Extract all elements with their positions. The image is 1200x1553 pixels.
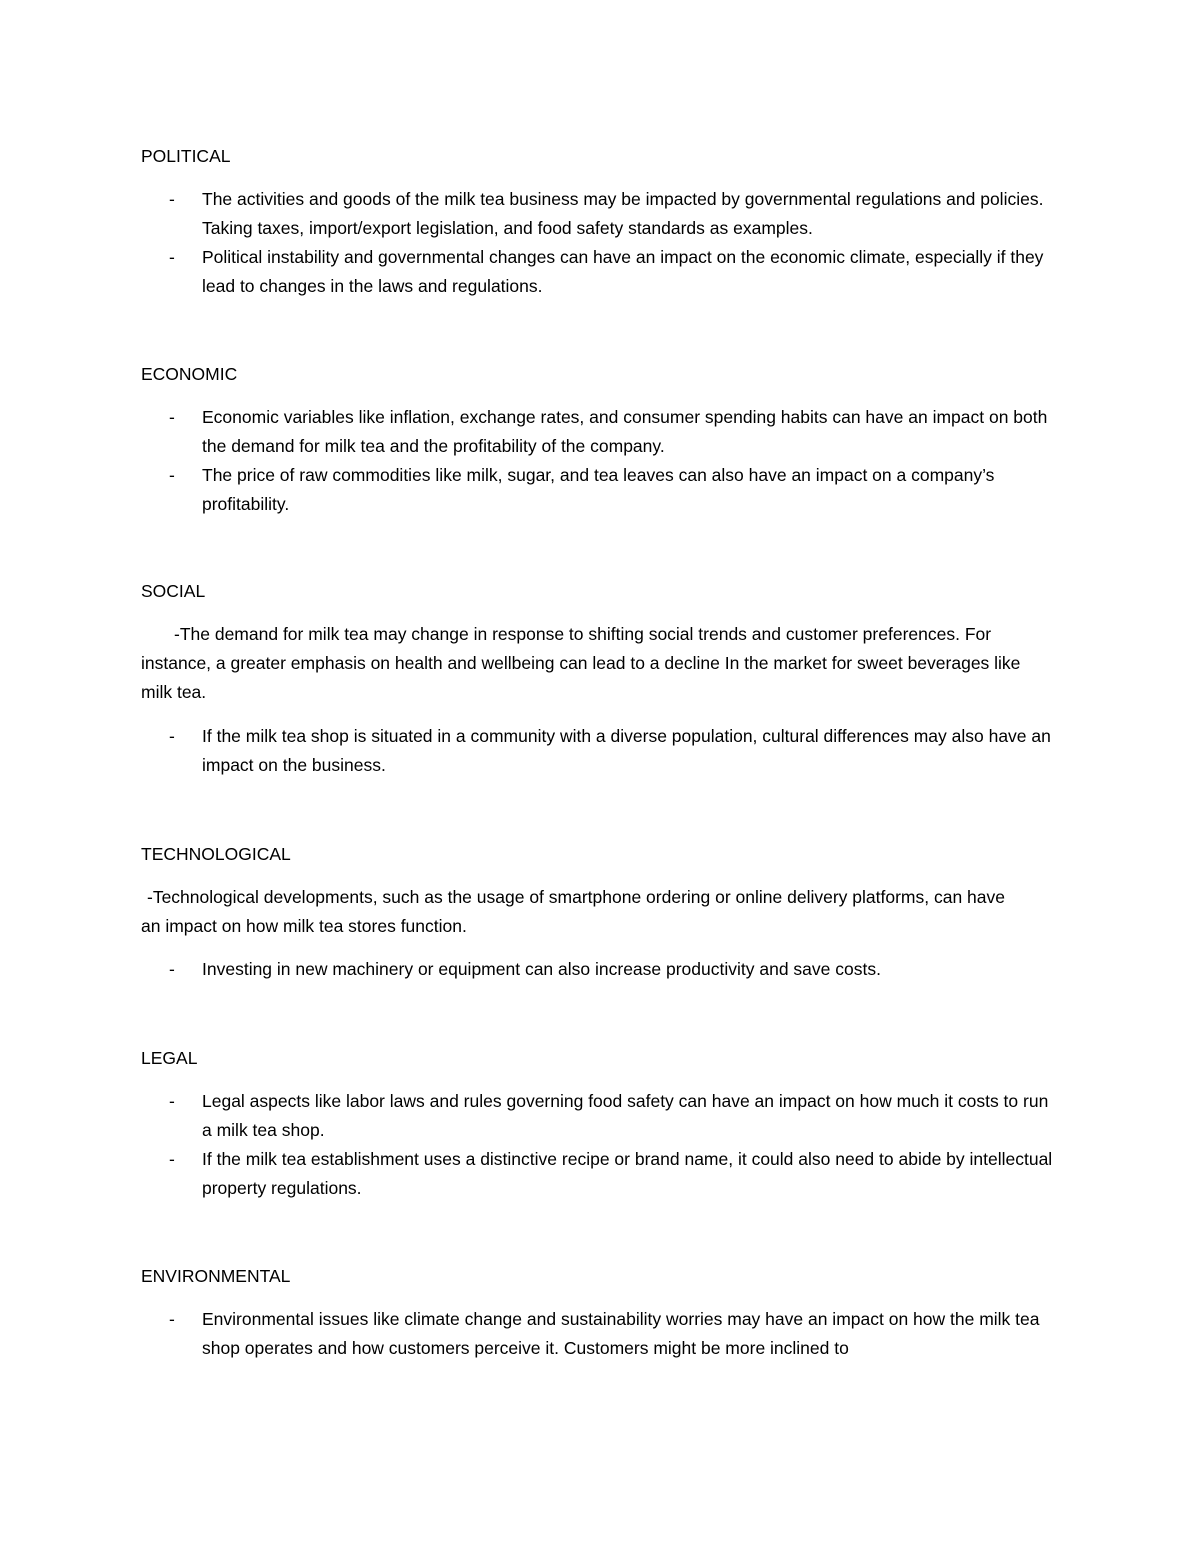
dash-marker: - <box>169 465 175 485</box>
dash-marker: - <box>169 189 175 209</box>
section-paragraph: -Technological developments, such as the usage of smartphone ordering or online delivery platforms, can have an impact on how milk tea stores function. <box>141 887 1005 936</box>
bullet-item <box>141 461 1061 519</box>
dash-marker: - <box>169 407 175 427</box>
bullet-item <box>141 403 1061 461</box>
bullet-item <box>141 1305 1061 1363</box>
dash-marker: - <box>169 1091 175 1111</box>
bullet-text: Economic variables like inflation, exchange rates, and consumer spending habits can have an impact on both the demand for milk tea and the profitability of the company. <box>202 407 1048 456</box>
section-heading-technological: TECHNOLOGICAL <box>141 844 291 864</box>
bullet-text: Political instability and governmental changes can have an impact on the economic climate, especially if they lead to changes in the laws and regulations. <box>202 247 1044 296</box>
bullet-text: Legal aspects like labor laws and rules governing food safety can have an impact on how much it costs to run a milk tea shop. <box>202 1091 1049 1140</box>
dash-marker: - <box>169 726 175 746</box>
bullet-item <box>141 1087 1061 1145</box>
bullet-text: The price of raw commodities like milk, sugar, and tea leaves can also have an impact on a company’s profitability. <box>202 465 995 514</box>
section-heading-economic: ECONOMIC <box>141 364 238 384</box>
bullet-item <box>141 243 1061 301</box>
bullet-text: The activities and goods of the milk tea business may be impacted by governmental regulations and policies. Taking taxes, import/export legislation, and food safety standards as examples. <box>202 189 1044 238</box>
bullet-item <box>141 955 1061 984</box>
section-heading-social: SOCIAL <box>141 581 206 601</box>
section-heading-political: POLITICAL <box>141 146 231 166</box>
bullet-text: Environmental issues like climate change and sustainability worries may have an impact on how the milk tea shop operates and how customers perceive it. Customers might be more inclined to <box>202 1309 1040 1358</box>
bullet-text: If the milk tea shop is situated in a community with a diverse population, cultural differences may also have an impact on the business. <box>202 726 1051 775</box>
bullet-item <box>141 1145 1061 1203</box>
dash-marker: - <box>169 247 175 267</box>
section-heading-environmental: ENVIRONMENTAL <box>141 1266 291 1286</box>
section-heading-legal: LEGAL <box>141 1048 198 1068</box>
bullet-text: If the milk tea establishment uses a distinctive recipe or brand name, it could also need to abide by intellectual property regulations. <box>202 1149 1053 1198</box>
dash-marker: - <box>169 959 175 979</box>
section-paragraph: -The demand for milk tea may change in response to shifting social trends and customer preferences. For instance, a greater emphasis on health and wellbeing can lead to a decline In the market for sweet beverages like milk tea. <box>141 624 1021 702</box>
bullet-item <box>141 722 1061 780</box>
dash-marker: - <box>169 1309 175 1329</box>
bullet-item <box>141 185 1061 243</box>
dash-marker: - <box>169 1149 175 1169</box>
bullet-text: Investing in new machinery or equipment can also increase productivity and save costs. <box>202 959 881 979</box>
